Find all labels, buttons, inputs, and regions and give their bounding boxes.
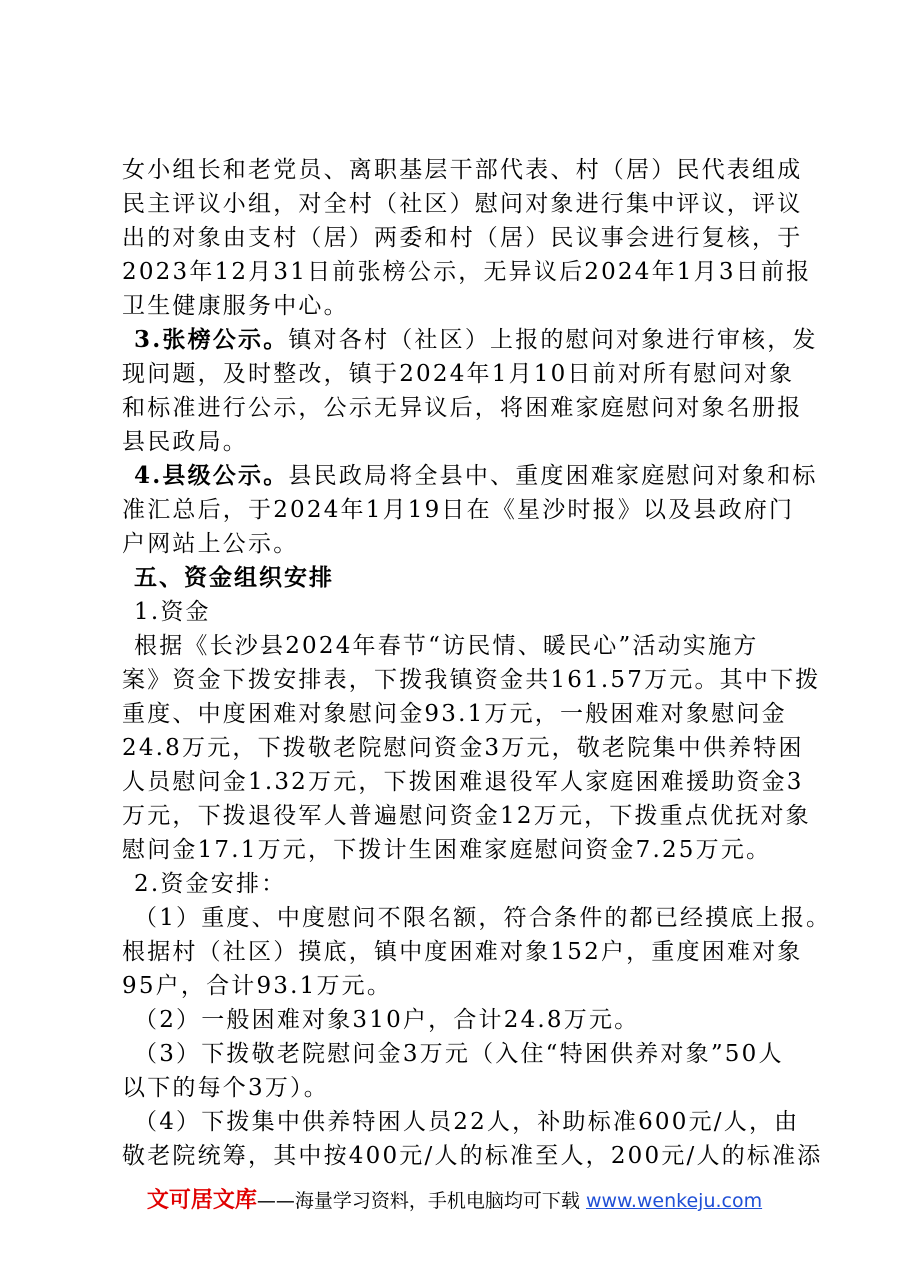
text-line: 敬老院统筹，其中按400元/人的标准至人，200元/人的标准添 xyxy=(122,1143,823,1169)
text-line: （1）重度、中度慰问不限名额，符合条件的都已经摸底上报。 xyxy=(134,905,832,931)
text-line: 24.8万元，下拨敬老院慰问资金3万元，敬老院集中供养特困 xyxy=(122,735,804,761)
text-line: 万元，下拨退役军人普遍慰问资金12万元，下拨重点优抚对象 xyxy=(122,803,811,829)
subheading: 1.资金 xyxy=(134,599,211,625)
brand-name: 文可居文库 xyxy=(146,1188,257,1213)
text-line: 根据村（社区）摸底，镇中度困难对象152户，重度困难对象 xyxy=(122,939,803,965)
text-line: 以下的每个3万）。 xyxy=(122,1075,329,1101)
section-heading: 五、资金组织安排 xyxy=(134,564,334,591)
text-line: 民主评议小组，对全村（社区）慰问对象进行集中评议，评议 xyxy=(122,191,803,217)
text-line: 卫生健康服务中心。 xyxy=(122,293,349,319)
paragraph-3-line xyxy=(134,323,818,357)
text-line: （2）一般困难对象310户，合计24.8万元。 xyxy=(134,1007,640,1033)
subheading: 2.资金安排： xyxy=(134,871,287,897)
text-line: 女小组长和老党员、离职基层干部代表、村（居）民代表组成 xyxy=(122,157,803,183)
text-line: 户网站上公示。 xyxy=(122,531,299,557)
text-span: 县民政局将全县中、重度困难家庭慰问对象和标 xyxy=(288,463,818,489)
text-line: 重度、中度困难对象慰问金93.1万元，一般困难对象慰问金 xyxy=(122,701,787,727)
footer-link[interactable]: www.wenkeju.com xyxy=(585,1190,763,1212)
section-lead: 4.县级公示。 xyxy=(134,462,289,489)
paragraph-4-line xyxy=(134,459,818,493)
text-line: 现问题，及时整改，镇于2024年1月10日前对所有慰问对象 xyxy=(122,361,795,387)
text-line: （3）下拨敬老院慰问金3万元（入住“特困供养对象”50人 xyxy=(134,1041,784,1067)
text-line: 和标准进行公示，公示无异议后，将困难家庭慰问对象名册报 xyxy=(122,395,803,421)
text-line: 案》资金下拨安排表，下拨我镇资金共161.57万元。其中下拨 xyxy=(122,667,821,693)
text-line: 准汇总后，于2024年1月19日在《星沙时报》以及县政府门 xyxy=(122,497,795,523)
text-line: 人员慰问金1.32万元，下拨困难退役军人家庭困难援助资金3 xyxy=(122,769,804,795)
text-line: 出的对象由支村（居）两委和村（居）民议事会进行复核，于 xyxy=(122,225,803,251)
section-lead: 3.张榜公示。 xyxy=(134,326,289,353)
text-line: 县民政局。 xyxy=(122,429,248,455)
footer-separator: —— xyxy=(256,1190,295,1212)
footer-tagline: 海量学习资料，手机电脑均可下载 xyxy=(294,1190,580,1212)
text-line: 2023年12月31日前张榜公示，无异议后2024年1月3日前报 xyxy=(122,259,812,285)
text-line: 慰问金17.1万元，下拨计生困难家庭慰问资金7.25万元。 xyxy=(122,837,772,863)
text-line: 95户，合计93.1万元。 xyxy=(122,973,393,999)
text-span: 镇对各村（社区）上报的慰问对象进行审核，发 xyxy=(288,327,818,353)
text-line: 根据《长沙县2024年春节“访民情、暖民心”活动实施方 xyxy=(134,633,759,659)
footer-watermark xyxy=(0,1183,909,1213)
text-line: （4）下拨集中供养特困人员22人，补助标准600元/人，由 xyxy=(134,1109,800,1135)
